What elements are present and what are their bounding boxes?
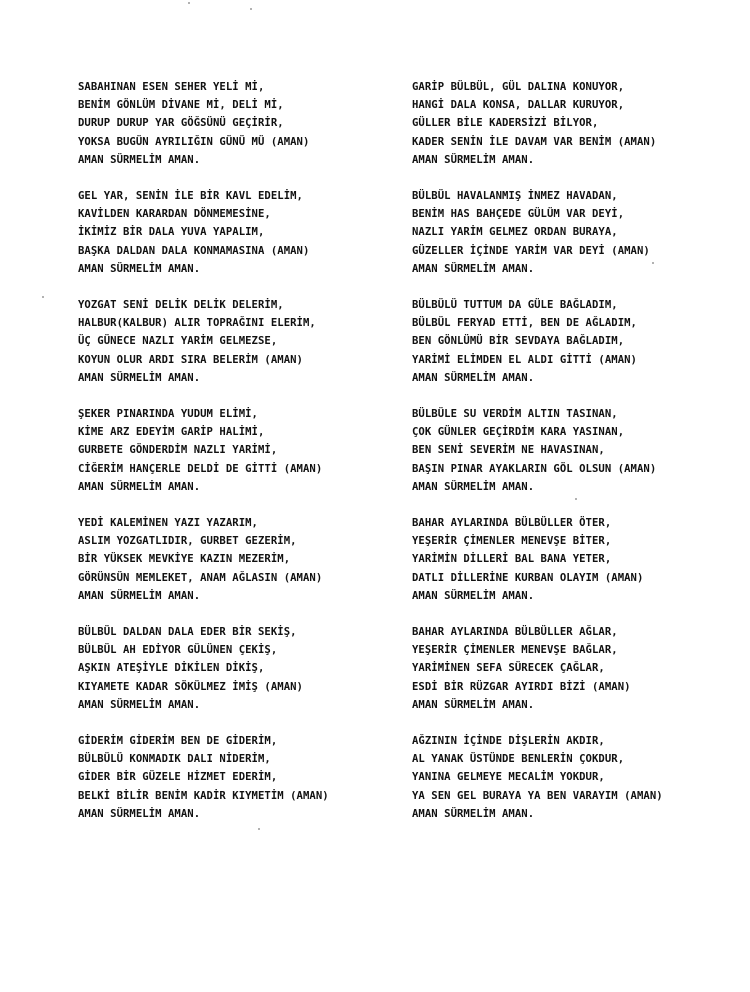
verse-line: YEŞERİR ÇİMENLER MENEVŞE BİTER,: [412, 535, 612, 548]
stanza: [78, 405, 398, 514]
verse-line: GURBETE GÖNDERDİM NAZLI YARİMİ,: [78, 444, 278, 457]
verse-line: GÖRÜNSÜN MEMLEKET, ANAM AĞLASIN (AMAN): [78, 571, 323, 584]
stanza: [412, 405, 742, 514]
verse-line: BAHAR AYLARINDA BÜLBÜLLER AĞLAR,: [412, 626, 618, 638]
verse-line: KOYUN OLUR ARDI SIRA BELERİM (AMAN): [78, 353, 303, 366]
right-column: [412, 78, 742, 841]
verse-line: BEN SENİ SEVERİM NE HAVASINAN,: [412, 444, 605, 457]
scan-speck: [652, 262, 654, 264]
refrain-line: AMAN SÜRMELİM AMAN.: [412, 807, 535, 820]
verse-line: BÜLBÜLE SU VERDİM ALTIN TASINAN,: [412, 408, 618, 420]
verse-line: BÜLBÜLÜ TUTTUM DA GÜLE BAĞLADIM,: [412, 299, 618, 311]
verse-line: BAŞIN PINAR AYAKLARIN GÖL OLSUN (AMAN): [412, 462, 657, 475]
refrain-line: AMAN SÜRMELİM AMAN.: [412, 153, 535, 166]
verse-line: BENİM GÖNLÜM DİVANE Mİ, DELİ Mİ,: [78, 99, 284, 112]
verse-line: BÜLBÜLÜ KONMADIK DALI NİDERİM,: [78, 753, 271, 766]
verse-line: AŞKIN ATEŞİYLE DİKİLEN DİKİŞ,: [78, 662, 265, 675]
refrain-line: AMAN SÜRMELİM AMAN.: [78, 807, 201, 820]
verse-line: SABAHINAN ESEN SEHER YELİ Mİ,: [78, 81, 265, 93]
refrain-line: AMAN SÜRMELİM AMAN.: [78, 589, 201, 602]
verse-line: YEDİ KALEMİNEN YAZI YAZARIM,: [78, 517, 258, 529]
refrain-line: AMAN SÜRMELİM AMAN.: [78, 153, 201, 166]
verse-line: YANINA GELMEYE MECALİM YOKDUR,: [412, 771, 605, 784]
verse-line: ESDİ BİR RÜZGAR AYIRDI BİZİ (AMAN): [412, 680, 631, 693]
verse-line: ÜÇ GÜNECE NAZLI YARİM GELMEZSE,: [78, 335, 278, 348]
verse-line: YEŞERİR ÇİMENLER MENEVŞE BAĞLAR,: [412, 644, 618, 657]
verse-line: BÜLBÜL HAVALANMIŞ İNMEZ HAVADAN,: [412, 190, 618, 202]
verse-line: YOKSA BUGÜN AYRILIĞIN GÜNÜ MÜ (AMAN): [78, 135, 310, 148]
verse-line: BENİM HAS BAHÇEDE GÜLÜM VAR DEYİ,: [412, 208, 625, 221]
stanza: [78, 78, 398, 187]
verse-line: KADER SENİN İLE DAVAM VAR BENİM (AMAN): [412, 135, 657, 148]
verse-line: ŞEKER PINARINDA YUDUM ELİMİ,: [78, 408, 258, 420]
verse-line: BÜLBÜL FERYAD ETTİ, BEN DE AĞLADIM,: [412, 317, 637, 330]
refrain-line: AMAN SÜRMELİM AMAN.: [78, 480, 201, 493]
refrain-line: AMAN SÜRMELİM AMAN.: [78, 698, 201, 711]
verse-line: YARİMİNEN SEFA SÜRECEK ÇAĞLAR,: [412, 662, 605, 675]
verse-line: KİME ARZ EDEYİM GARİP HALİMİ,: [78, 426, 265, 439]
verse-line: GEL YAR, SENİN İLE BİR KAVL EDELİM,: [78, 190, 303, 202]
verse-line: CİĞERİM HANÇERLE DELDİ DE GİTTİ (AMAN): [78, 462, 323, 475]
verse-line: BİR YÜKSEK MEVKİYE KAZIN MEZERİM,: [78, 553, 291, 566]
refrain-line: AMAN SÜRMELİM AMAN.: [78, 262, 201, 275]
left-column: [78, 78, 398, 841]
verse-line: BELKİ BİLİR BENİM KADİR KIYMETİM (AMAN): [78, 789, 329, 802]
verse-line: HANGİ DALA KONSA, DALLAR KURUYOR,: [412, 99, 625, 112]
stanza: [78, 623, 398, 732]
verse-line: YOZGAT SENİ DELİK DELİK DELERİM,: [78, 299, 284, 311]
stanza: [412, 514, 742, 623]
verse-line: HALBUR(KALBUR) ALIR TOPRAĞINI ELERİM,: [78, 317, 316, 330]
scan-speck: [42, 296, 44, 298]
verse-line: NAZLI YARİM GELMEZ ORDAN BURAYA,: [412, 226, 618, 239]
refrain-line: AMAN SÜRMELİM AMAN.: [412, 698, 535, 711]
stanza: [78, 187, 398, 296]
stanza: [412, 296, 742, 405]
scan-speck: [575, 498, 577, 500]
scan-speck: [250, 8, 252, 10]
verse-line: KAVİLDEN KARARDAN DÖNMEMESİNE,: [78, 208, 271, 221]
refrain-line: AMAN SÜRMELİM AMAN.: [412, 480, 535, 493]
verse-line: GİDER BİR GÜZELE HİZMET EDERİM,: [78, 771, 278, 784]
refrain-line: AMAN SÜRMELİM AMAN.: [412, 371, 535, 384]
refrain-line: AMAN SÜRMELİM AMAN.: [412, 589, 535, 602]
verse-line: AĞZININ İÇİNDE DİŞLERİN AKDIR,: [412, 735, 605, 747]
verse-line: DURUP DURUP YAR GÖĞSÜNÜ GEÇİRİR,: [78, 117, 284, 130]
scan-speck: [188, 2, 190, 4]
verse-line: YARİMİ ELİMDEN EL ALDI GİTTİ (AMAN): [412, 353, 637, 366]
verse-line: GÜZELLER İÇİNDE YARİM VAR DEYİ (AMAN): [412, 244, 650, 257]
verse-line: GARİP BÜLBÜL, GÜL DALINA KONUYOR,: [412, 81, 625, 93]
stanza: [412, 623, 742, 732]
verse-line: BAHAR AYLARINDA BÜLBÜLLER ÖTER,: [412, 517, 612, 529]
stanza: [78, 732, 398, 841]
stanza: [412, 78, 742, 187]
verse-line: ASLIM YOZGATLIDIR, GURBET GEZERİM,: [78, 535, 297, 548]
refrain-line: AMAN SÜRMELİM AMAN.: [78, 371, 201, 384]
verse-line: GİDERİM GİDERİM BEN DE GİDERİM,: [78, 735, 278, 747]
verse-line: BEN GÖNLÜMÜ BİR SEVDAYA BAĞLADIM,: [412, 335, 625, 348]
refrain-line: AMAN SÜRMELİM AMAN.: [412, 262, 535, 275]
verse-line: YA SEN GEL BURAYA YA BEN VARAYIM (AMAN): [412, 789, 663, 802]
verse-line: BÜLBÜL AH EDİYOR GÜLÜNEN ÇEKİŞ,: [78, 644, 278, 657]
stanza: [78, 514, 398, 623]
verse-line: YARİMİN DİLLERİ BAL BANA YETER,: [412, 553, 612, 566]
verse-line: BAŞKA DALDAN DALA KONMAMASINA (AMAN): [78, 244, 310, 257]
stanza: [412, 187, 742, 296]
stanza: [78, 296, 398, 405]
scan-speck: [258, 828, 260, 830]
verse-line: GÜLLER BİLE KADERSİZİ BİLYOR,: [412, 117, 599, 130]
verse-line: KIYAMETE KADAR SÖKÜLMEZ İMİŞ (AMAN): [78, 680, 303, 693]
verse-line: İKİMİZ BİR DALA YUVA YAPALIM,: [78, 226, 265, 239]
verse-line: DATLI DİLLERİNE KURBAN OLAYIM (AMAN): [412, 571, 644, 584]
verse-line: AL YANAK ÜSTÜNDE BENLERİN ÇOKDUR,: [412, 753, 625, 766]
stanza: [412, 732, 742, 841]
verse-line: ÇOK GÜNLER GEÇİRDİM KARA YASINAN,: [412, 426, 625, 439]
verse-line: BÜLBÜL DALDAN DALA EDER BİR SEKİŞ,: [78, 626, 297, 638]
